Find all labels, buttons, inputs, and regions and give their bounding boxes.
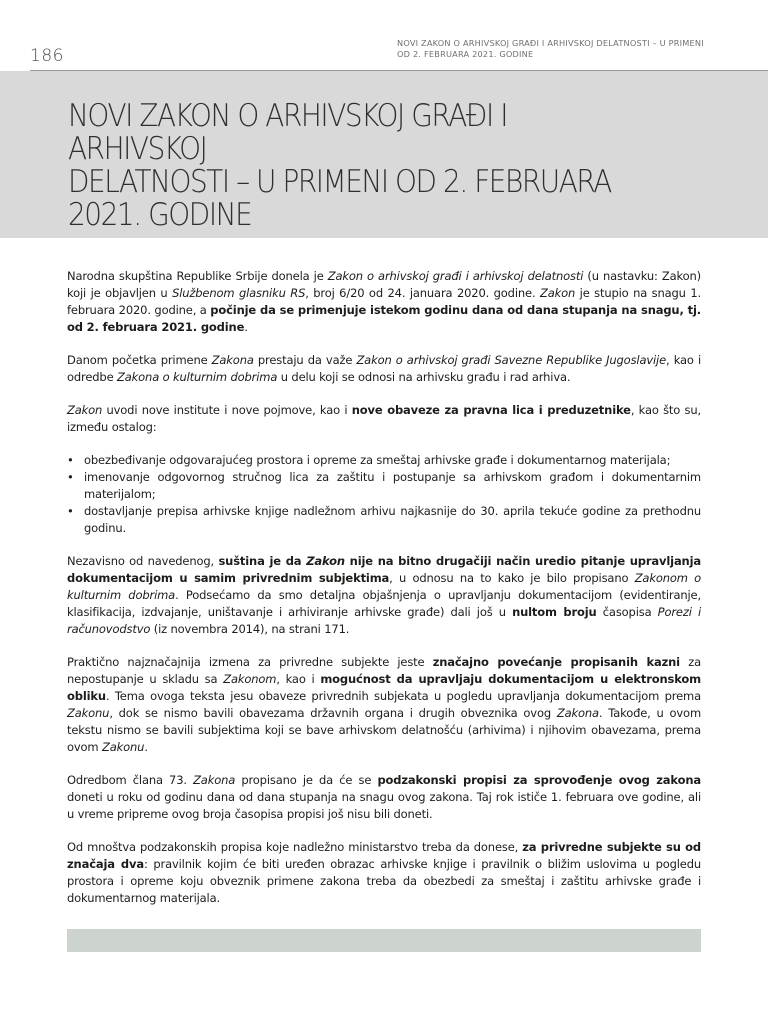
article-body	[67, 268, 701, 923]
law-ref: Zakona	[211, 353, 254, 367]
law-title: Zakon o arhivskoj građi i arhivskoj delatnosti	[327, 269, 584, 283]
text: Danom početka primene	[67, 353, 212, 367]
law-ref: Zakonom	[223, 672, 277, 686]
law-title: Zakonom o kulturnim dobrima	[67, 571, 701, 602]
emphasis: suština je da	[218, 554, 307, 568]
text: je stupio na snagu 1. februara 2020. godine, a	[67, 286, 702, 317]
page-number: 186	[30, 46, 64, 66]
emphasis: nove obaveze za pravna lica i preduzetnike	[351, 403, 631, 417]
paragraph-7	[67, 839, 701, 907]
emphasis: za privredne subjekte su od značaja dva	[67, 840, 701, 871]
text: . Podsećamo da smo detaljna objašnjenja o upravljanju dokumentacijom (evidentiranje, klasifikacija, izdvajanje, uništavanje i arhiviranje arhivske građe) dali još u	[67, 588, 701, 619]
text: : pravilnik kojim će biti uređen obrazac arhivske knjige i pravilnik o bližim uslovima u pogledu prostora i opreme koju obveznik primene zakona treba da obezbedi za smeštaj i zaštitu arhivske građe i dokumentarnog materijala.	[67, 857, 702, 905]
text: , dok se nismo bavili obavezama državnih organa i drugih obveznika ovog	[109, 706, 557, 720]
text: časopisa	[596, 605, 658, 619]
emphasis: nultom broju	[512, 605, 597, 619]
law-ref: Zakon	[306, 554, 345, 568]
text: , kao što su, između ostalog:	[67, 403, 701, 434]
paragraph-4	[67, 553, 701, 638]
text: Odredbom člana 73.	[67, 773, 194, 787]
magazine-name: Porezi i računovodstvo	[67, 605, 701, 636]
footer-band	[67, 929, 701, 952]
running-head	[397, 38, 717, 59]
law-ref: Zakonu	[67, 706, 110, 720]
law-ref: Zakona	[556, 706, 599, 720]
text: .	[144, 740, 148, 754]
text: , broj 6/20 od 24. januara 2020. godine.	[305, 286, 540, 300]
running-head-line1: NOVI ZAKON O ARHIVSKOJ GRAĐI I ARHIVSKOJ DELATNOSTI – U PRIMENI	[397, 38, 704, 48]
emphasis: mogućnost da upravljaju dokumentacijom u elektronskom obliku	[67, 672, 701, 703]
text: Narodna skupština Republike Srbije donela je	[67, 269, 328, 283]
paragraph-6	[67, 772, 701, 823]
text: Nezavisno od navedenog,	[67, 554, 219, 568]
law-title: Zakona o kulturnim dobrima	[117, 370, 278, 384]
title-line-1: NOVI ZAKON O ARHIVSKOJ GRAĐI I ARHIVSKOJ	[68, 98, 508, 167]
law-ref: Zakona	[193, 773, 236, 787]
page-title	[68, 100, 644, 232]
list-item: • dostavljanje prepisa arhivske knjige nadležnom arhivu najkasnije do 30. aprila tekuće godine za prethodnu godinu.	[84, 503, 701, 537]
running-head-line2: OD 2. FEBRUARA 2021. GODINE	[397, 48, 534, 59]
emphasis: podzakonski propisi za sprovođenje ovog zakona	[377, 773, 702, 787]
list-item: • imenovanje odgovornog stručnog lica za zaštitu i postupanje sa arhivskom građom i dokumentarnim materijalom;	[84, 469, 701, 503]
text: uvodi nove institute i nove pojmove, kao i	[102, 403, 352, 417]
law-ref: Zakonu	[102, 740, 145, 754]
paragraph-1	[67, 268, 701, 336]
text: (u nastavku: Zakon) koji je objavljen u	[67, 269, 701, 300]
list-item: • obezbeđivanje odgovarajućeg prostora i opreme za smeštaj arhivske građe i dokumentarnog materijala;	[84, 452, 701, 469]
text: za nepostupanje u skladu sa	[67, 655, 702, 686]
law-ref: Zakon	[539, 286, 576, 300]
gazette-name: Službenom glasniku RS	[172, 286, 306, 300]
text: Praktično najznačajnija izmena za privredne subjekte jeste	[67, 655, 433, 669]
emphasis: značajno povećanje propisanih kazni	[432, 655, 680, 669]
paragraph-2	[67, 352, 701, 386]
text: , u odnosu na to kako je bilo propisano	[389, 571, 635, 585]
text: prestaju da važe	[253, 353, 357, 367]
emphasis: nije na bitno drugačiji način uredio pitanje upravljanja dokumentacijom u samim privrednim subjektima	[67, 554, 701, 585]
text: . Tema ovoga teksta jesu obaveze privrednih subjekata u pogledu upravljanja dokumentacijom prema	[105, 689, 701, 703]
text: Od mnoštva podzakonskih propisa koje nadležno ministarstvo treba da donese,	[67, 840, 523, 854]
title-line-3: 2021. GODINE	[68, 197, 252, 233]
text: u delu koji se odnosi na arhivsku građu i rad arhiva.	[277, 370, 571, 384]
obligations-list	[67, 452, 701, 537]
paragraph-3	[67, 402, 701, 436]
text: . Takođe, u ovom tekstu nismo se bavili subjektima koji se bave arhivskom delatnošću (arhivima) i njihovim obavezama, prema ovom	[67, 706, 701, 754]
text: (iz novembra 2014), na strani 171.	[150, 622, 350, 636]
title-line-2: DELATNOSTI – U PRIMENI OD 2. FEBRUARA	[68, 164, 611, 200]
text: propisano je da će se	[235, 773, 378, 787]
law-title: Zakon o arhivskoj građi Savezne Republike Jugoslavije	[356, 353, 667, 367]
text: , kao i	[276, 672, 321, 686]
paragraph-5	[67, 654, 701, 756]
text: .	[244, 320, 248, 334]
text: , kao i odredbe	[67, 353, 701, 384]
law-ref: Zakon	[67, 403, 103, 417]
text: doneti u roku od godinu dana od dana stupanja na snagu ovog zakona. Taj rok ističe 1. februara ove godine, ali u vreme pripreme ovog broja časopisa propisi još nisu bili doneti.	[67, 790, 701, 821]
emphasis: počinje da se primenjuje istekom godinu dana od dana stupanja na snagu, tj. od 2. februara 2021. godine	[67, 303, 701, 334]
